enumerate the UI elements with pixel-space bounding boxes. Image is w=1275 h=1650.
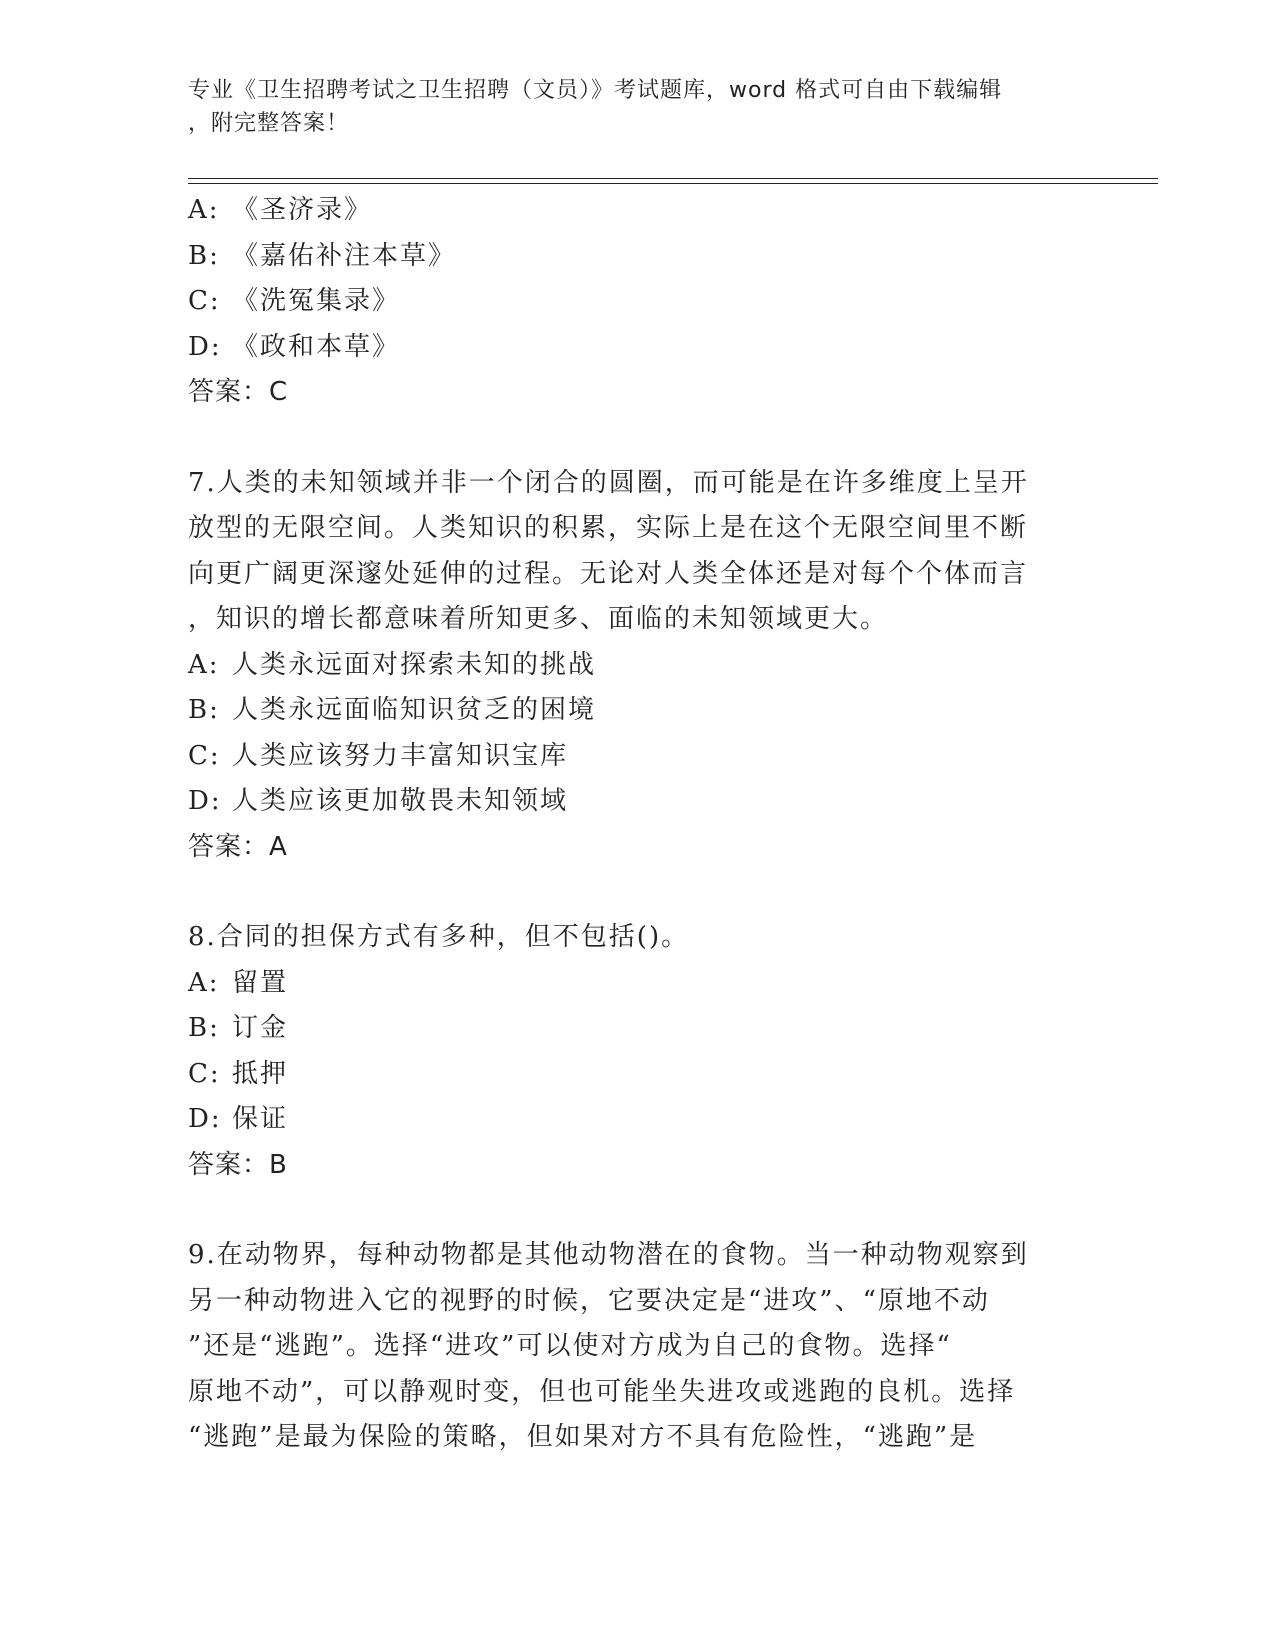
header-line-2: ，附完整答案！	[188, 111, 350, 136]
question-stem-line: ”还是“逃跑”。选择“进攻”可以使对方成为自己的食物。选择“	[188, 1331, 952, 1361]
question-stem-line: ，知识的增长都意味着所知更多、面临的未知领域更大。	[188, 604, 889, 634]
option-text: 订金	[232, 1013, 289, 1043]
question-8	[188, 915, 1068, 1188]
option-text: 《政和本草》	[232, 331, 401, 362]
option-b	[188, 1006, 1068, 1052]
option-text: 抵押	[232, 1058, 289, 1089]
option-key: C:	[188, 286, 221, 316]
question-spacer	[188, 870, 1068, 915]
question-stem-line: 9.在动物界，每种动物都是其他动物潜在的食物。当一种动物观察到	[188, 1240, 1029, 1270]
option-key: A:	[188, 649, 220, 680]
option-c	[188, 279, 1068, 325]
option-text: 留置	[232, 967, 289, 998]
question-7	[188, 461, 1068, 871]
header-line-1: 专业《卫生招聘考试之卫生招聘（文员）》考试题库，word 格式可自由下载编辑	[188, 78, 1003, 103]
option-text: 保证	[232, 1104, 289, 1134]
document-header	[188, 74, 1068, 140]
answer-label: 答案：C	[188, 377, 289, 407]
option-key: C:	[188, 740, 221, 771]
option-text: 《洗冤集录》	[232, 286, 401, 316]
option-d	[188, 1097, 1068, 1143]
option-a	[188, 961, 1068, 1007]
option-text: 人类应该努力丰富知识宝库	[232, 740, 569, 771]
option-text: 人类永远面临知识贫乏的困境	[232, 695, 597, 725]
option-c	[188, 734, 1068, 780]
option-text: 人类应该更加敬畏未知领域	[232, 786, 569, 816]
question-stem-line: “逃跑”是最为保险的策略，但如果对方不具有危险性，“逃跑”是	[188, 1422, 978, 1452]
answer-label: 答案：A	[188, 831, 288, 862]
question-stem-line: 放型的无限空间。人类知识的积累，实际上是在这个无限空间里不断	[188, 513, 1029, 543]
question-spacer	[188, 416, 1068, 461]
option-key: D:	[188, 786, 222, 816]
option-c	[188, 1052, 1068, 1098]
option-key: B:	[188, 1013, 220, 1043]
question-stem-line: 另一种动物进入它的视野的时候，它要决定是“进攻”、“原地不动	[188, 1285, 990, 1316]
question-stem-line: 原地不动”，可以静观时变，但也可能坐失进攻或逃跑的良机。选择	[188, 1376, 1016, 1407]
option-key: D:	[188, 331, 222, 362]
option-key: B:	[188, 695, 220, 725]
option-b	[188, 688, 1068, 734]
option-key: C:	[188, 1058, 221, 1089]
question-9	[188, 1233, 1068, 1461]
option-text: 《嘉佑补注本草》	[232, 240, 457, 271]
option-text: 人类永远面对探索未知的挑战	[232, 649, 597, 680]
option-key: A:	[188, 967, 220, 998]
question-stem-line: 7.人类的未知领域并非一个闭合的圆圈，而可能是在许多维度上呈开	[188, 467, 1029, 498]
option-a	[188, 643, 1068, 689]
option-d	[188, 779, 1068, 825]
answer-label: 答案：B	[188, 1149, 288, 1180]
option-key: A:	[188, 195, 220, 225]
option-text: 《圣济录》	[232, 195, 373, 225]
question-spacer	[188, 1188, 1068, 1233]
header-rule-top	[188, 178, 1158, 179]
question-6	[188, 188, 1068, 416]
question-content	[188, 188, 1068, 1461]
question-stem-line: 8.合同的担保方式有多种，但不包括()。	[188, 922, 690, 952]
option-b	[188, 234, 1068, 280]
question-stem-line: 向更广阔更深邃处延伸的过程。无论对人类全体还是对每个个体而言	[188, 558, 1029, 589]
option-key: B:	[188, 240, 220, 271]
option-key: D:	[188, 1104, 222, 1134]
header-rule-bottom	[188, 183, 1158, 184]
option-d	[188, 325, 1068, 371]
option-a	[188, 188, 1068, 234]
